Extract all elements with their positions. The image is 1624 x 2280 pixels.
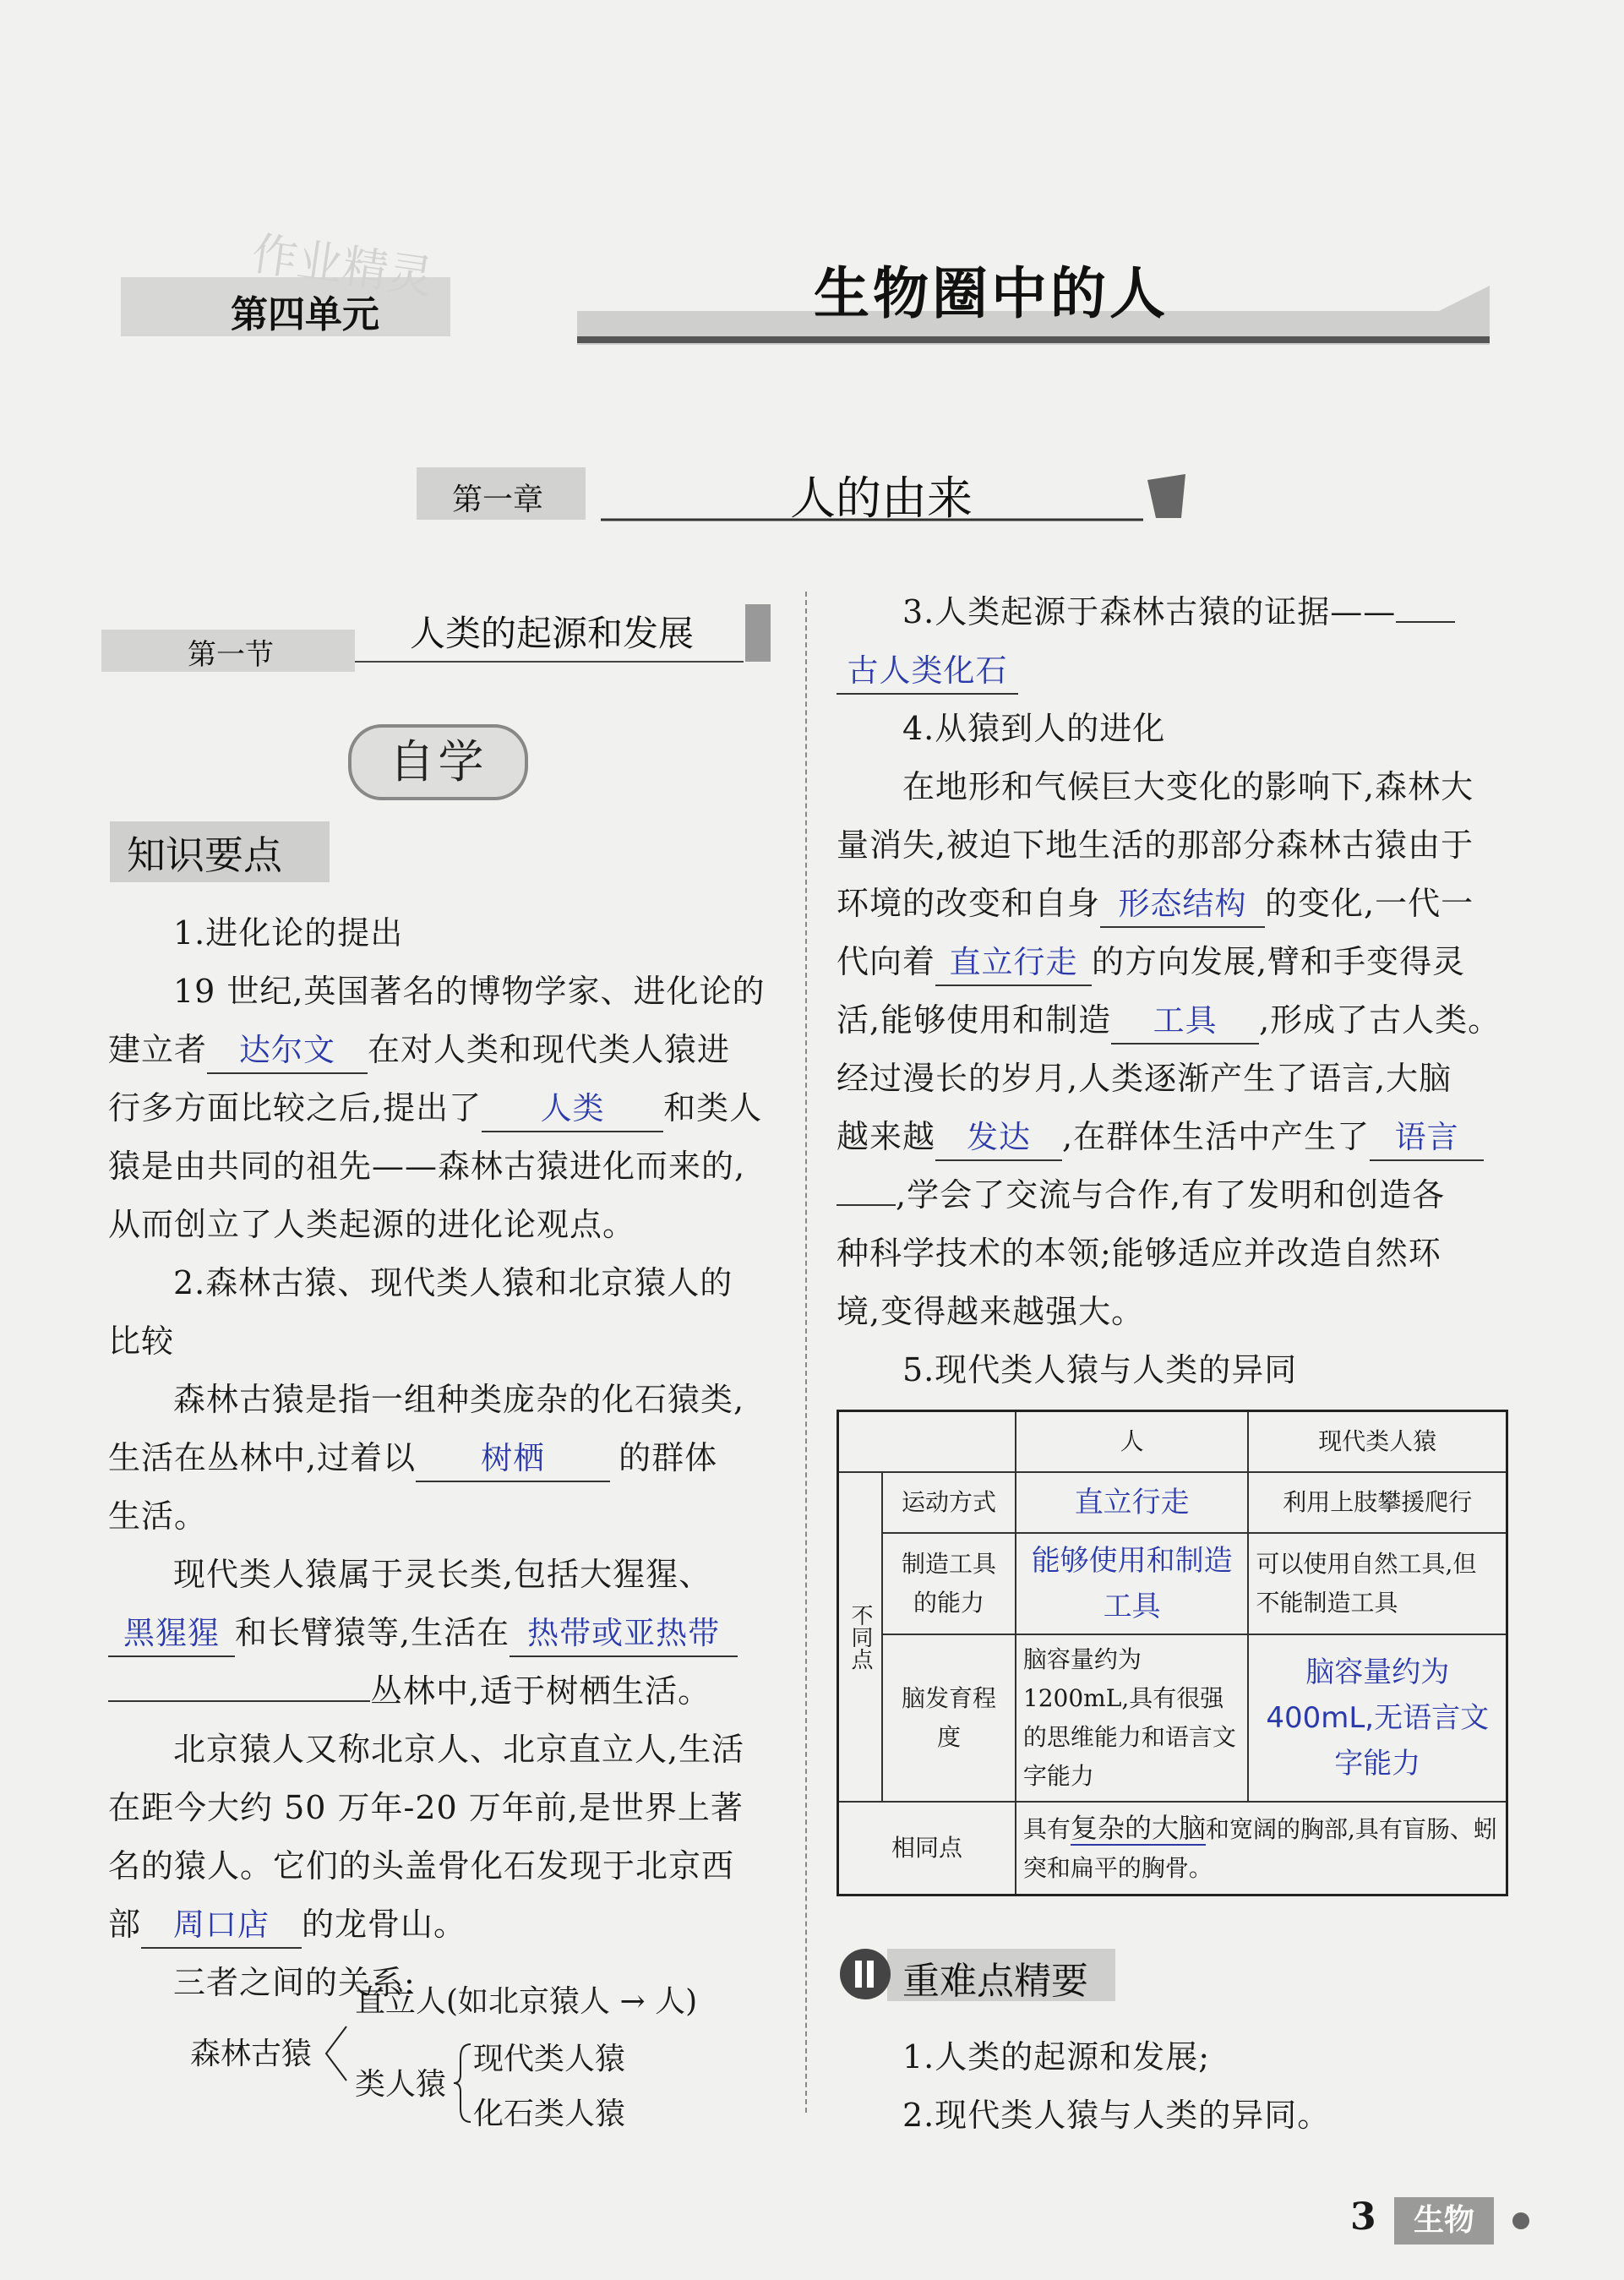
relationship-title: 三者之间的关系: bbox=[173, 1964, 416, 2001]
self-study-badge bbox=[348, 724, 528, 800]
subject-label: 生物 bbox=[1413, 2203, 1474, 2238]
chapter-header bbox=[417, 467, 1194, 526]
left-h2b: 比较 bbox=[108, 1323, 175, 1360]
chapter-title: 人的由来 bbox=[790, 472, 973, 525]
answer-morphology: 形态结构 bbox=[1100, 882, 1265, 928]
right-h3-label: 3.人类起源于森林古猿的证据—— bbox=[902, 593, 1397, 630]
tree-root: 森林古猿 bbox=[190, 2037, 313, 2071]
left-p4b: 在距今大约 50 万年-20 万年前,是世界上著 bbox=[108, 1789, 744, 1826]
comparison-table bbox=[837, 1410, 1508, 1896]
knowledge-heading-label: 知识要点 bbox=[127, 832, 282, 878]
right-p5e bbox=[837, 991, 1512, 1050]
watermark-logo: 作业精灵 bbox=[248, 226, 437, 305]
column-divider bbox=[805, 592, 807, 2113]
left-p1c bbox=[108, 1079, 784, 1137]
answer-chimpanzee: 黑猩猩 bbox=[108, 1612, 235, 1657]
left-p2b bbox=[108, 1429, 784, 1487]
left-h1: 1.进化论的提出 bbox=[173, 914, 404, 952]
tree-modern-apes: 现代类人猿 bbox=[473, 2042, 626, 2076]
right-p5h-text: ,学会了交流与合作,有了发明和创造各 bbox=[896, 1176, 1446, 1214]
left-p3c-post: 丛林中,适于树栖生活。 bbox=[370, 1672, 711, 1710]
right-p5j: 境,变得越来越强大。 bbox=[837, 1293, 1145, 1330]
page-number: 3 bbox=[1350, 2195, 1376, 2239]
answer-developed: 发达 bbox=[935, 1115, 1062, 1161]
same-content bbox=[1016, 1802, 1507, 1895]
answer-language: 语言 bbox=[1370, 1115, 1484, 1161]
ape-locomotion: 利用上肢攀援爬行 bbox=[1248, 1472, 1507, 1533]
human-tools: 能够使用和制造工具 bbox=[1016, 1533, 1249, 1634]
left-p2a: 森林古猿是指一组种类庞杂的化石猿类, bbox=[173, 1381, 745, 1418]
subject-tab bbox=[1394, 2197, 1494, 2245]
diff-label: 不同点 bbox=[838, 1472, 883, 1802]
right-p5g bbox=[837, 1108, 1512, 1166]
left-p3a: 现代类人猿属于灵长类,包括大猩猩、 bbox=[173, 1556, 712, 1593]
left-p1d: 猿是由共同的祖先——森林古猿进化而来的, bbox=[108, 1148, 746, 1185]
left-p2b-pre: 生活在丛林中,过着以 bbox=[108, 1439, 417, 1476]
tree-upright: 直立人(如北京猿人 → 人) bbox=[355, 1984, 698, 2019]
left-p4c: 名的猿人。它们的头盖骨化石发现于北京西 bbox=[108, 1847, 735, 1885]
left-p3b bbox=[108, 1604, 784, 1662]
tree-fossil-apes: 化石类人猿 bbox=[473, 2097, 626, 2131]
left-p4d-post: 的龙骨山。 bbox=[302, 1906, 467, 1943]
same-pre: 具有 bbox=[1022, 1815, 1071, 1843]
human-locomotion: 直立行走 bbox=[1016, 1472, 1249, 1533]
table-row bbox=[838, 1634, 1507, 1802]
right-p5e-pre: 活,能够使用和制造 bbox=[837, 1001, 1112, 1039]
blank-h3-end bbox=[1396, 621, 1455, 623]
self-study-label: 自学 bbox=[389, 735, 488, 788]
left-p4d bbox=[108, 1895, 784, 1954]
right-p5i: 种科学技术的本领;能够适应并改造自然环 bbox=[837, 1235, 1441, 1272]
blank-continuation bbox=[108, 1700, 370, 1702]
answer-tree-dwelling: 树栖 bbox=[416, 1437, 610, 1482]
table-header-empty bbox=[838, 1411, 1016, 1473]
left-p1b-post: 在对人类和现代类人猿进 bbox=[368, 1031, 731, 1068]
answer-tropics: 热带或亚热带 bbox=[510, 1612, 738, 1657]
right-h3b bbox=[837, 641, 1512, 700]
relationship-tree bbox=[190, 1977, 782, 2146]
answer-complex-brain: 复杂的大脑 bbox=[1070, 1812, 1206, 1844]
left-p4d-pre: 部 bbox=[108, 1906, 142, 1943]
human-brain: 脑容量约为1200mL,具有很强的思维能力和语言文字能力 bbox=[1016, 1634, 1249, 1802]
right-p5g-pre: 越来越 bbox=[837, 1118, 936, 1155]
left-p1c-post: 和类人 bbox=[663, 1089, 763, 1126]
left-p2b-post: 的群体 bbox=[619, 1439, 718, 1476]
key-points-label: 重难点精要 bbox=[902, 1960, 1088, 2003]
right-p5d-post: 的方向发展,臂和手变得灵 bbox=[1092, 943, 1466, 980]
left-p1e: 从而创立了人类起源的进化论观点。 bbox=[108, 1206, 636, 1243]
section-label: 第一节 bbox=[188, 638, 274, 672]
left-p1a: 19 世纪,英国著名的博物学家、进化论的 bbox=[173, 973, 766, 1010]
answer-human: 人类 bbox=[482, 1087, 663, 1132]
right-h3 bbox=[902, 583, 1578, 641]
footer-dot-icon bbox=[1496, 2197, 1546, 2245]
table-header-row bbox=[838, 1411, 1507, 1473]
answer-upright-walking: 直立行走 bbox=[935, 941, 1092, 986]
right-p5e-post: ,形成了古人类。 bbox=[1259, 1001, 1501, 1039]
left-p1b bbox=[108, 1021, 784, 1079]
answer-darwin: 达尔文 bbox=[207, 1028, 368, 1074]
left-h2a: 2.森林古猿、现代类人猿和北京猿人的 bbox=[173, 1264, 733, 1301]
unit-label: 第四单元 bbox=[231, 293, 379, 336]
right-p5h bbox=[837, 1166, 1512, 1225]
table-row bbox=[838, 1472, 1507, 1533]
left-p1b-pre: 建立者 bbox=[108, 1031, 208, 1068]
key-point-1: 1.人类的起源和发展; bbox=[902, 2038, 1211, 2075]
row-label-brain: 脑发育程度 bbox=[882, 1634, 1016, 1802]
ape-brain: 脑容量约为400mL,无语言文字能力 bbox=[1248, 1634, 1507, 1802]
left-p3b-mid: 和长臂猿等,生活在 bbox=[235, 1614, 510, 1651]
right-p5d-pre: 代向着 bbox=[837, 943, 936, 980]
answer-fossil: 古人类化石 bbox=[837, 649, 1018, 695]
right-h4: 4.从猿到人的进化 bbox=[902, 710, 1166, 747]
knowledge-heading bbox=[110, 821, 330, 882]
answer-zhoukoudian: 周口店 bbox=[141, 1903, 302, 1949]
left-p4a: 北京猿人又称北京人、北京直立人,生活 bbox=[173, 1731, 745, 1768]
left-p1c-pre: 行多方面比较之后,提出了 bbox=[108, 1089, 482, 1126]
tree-apes: 类人猿 bbox=[355, 2067, 447, 2102]
key-point-2: 2.现代类人猿与人类的异同。 bbox=[902, 2097, 1331, 2134]
section-title: 人类的起源和发展 bbox=[410, 613, 695, 654]
right-h5: 5.现代类人猿与人类的异同 bbox=[902, 1351, 1298, 1388]
right-p5b: 量消失,被迫下地生活的那部分森林古猿由于 bbox=[837, 826, 1474, 864]
row-label-locomotion: 运动方式 bbox=[882, 1472, 1016, 1533]
same-label: 相同点 bbox=[838, 1802, 1016, 1895]
table-row bbox=[838, 1533, 1507, 1634]
blank-p5h-start bbox=[837, 1204, 896, 1206]
left-p2c: 生活。 bbox=[108, 1497, 208, 1535]
answer-tools: 工具 bbox=[1111, 999, 1259, 1045]
section-header bbox=[101, 604, 777, 680]
ape-tools: 可以使用自然工具,但不能制造工具 bbox=[1248, 1533, 1507, 1634]
right-p5a: 在地形和气候巨大变化的影响下,森林大 bbox=[902, 768, 1474, 805]
right-p5f: 经过漫长的岁月,人类逐渐产生了语言,大脑 bbox=[837, 1060, 1452, 1097]
unit-title: 生物圈中的人 bbox=[814, 261, 1169, 326]
chapter-label: 第一章 bbox=[452, 483, 544, 517]
key-points-heading bbox=[837, 1942, 1124, 2006]
right-p5c-post: 的变化,一代一 bbox=[1265, 885, 1474, 922]
row-label-tools: 制造工具的能力 bbox=[882, 1533, 1016, 1634]
right-p5c-pre: 环境的改变和自身 bbox=[837, 885, 1101, 922]
table-row bbox=[838, 1802, 1507, 1895]
right-p5g-mid: ,在群体生活中产生了 bbox=[1062, 1118, 1371, 1155]
right-p5c bbox=[837, 875, 1512, 933]
same-post: 和宽阔的胸部,具有盲肠、蚓突和扁平的胸骨。 bbox=[1022, 1815, 1497, 1882]
left-p3c bbox=[108, 1662, 784, 1721]
right-p5d bbox=[837, 933, 1512, 991]
tree-bracket bbox=[321, 2020, 355, 2087]
table-header-ape: 现代类人猿 bbox=[1248, 1411, 1507, 1473]
table-header-human: 人 bbox=[1016, 1411, 1249, 1473]
